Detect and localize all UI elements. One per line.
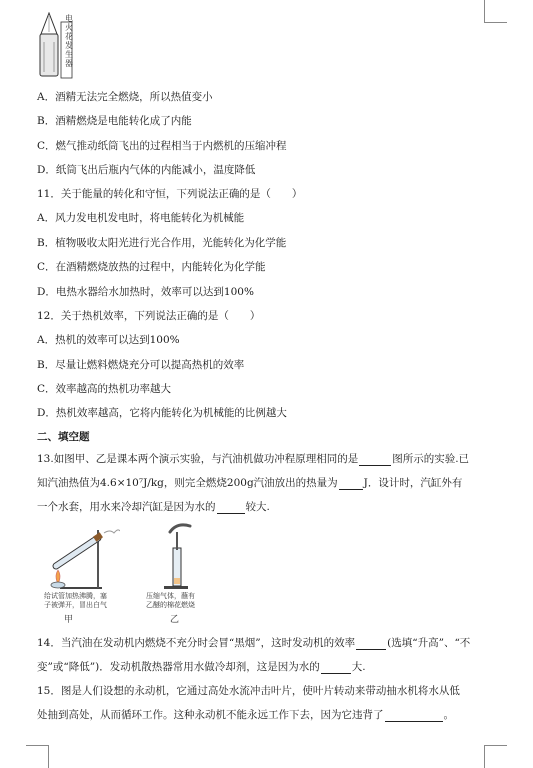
q12-option-a: A．热机的效率可以达到100% [37, 334, 180, 346]
q14-line-1 [37, 636, 470, 650]
q13-text-3: 知汽油热值为4.6×10⁷J/kg，则完全燃烧200g汽油放出的热量为 [37, 477, 338, 489]
figure-yi-caption-line-2: 乙醚的棉花燃烧 [146, 601, 195, 609]
figure-jia [40, 524, 120, 590]
q14-text-4: 大. [351, 661, 366, 673]
q15-text-2: 处抽到高处，从而循环工作。这种永动机不能永远工作下去，因为它违背了 [37, 709, 384, 721]
test-tube-heating-drawing [40, 524, 120, 590]
q14-text-1: 14．当汽油在发动机内燃烧不充分时会冒“黑烟”，这时发动机的效率 [37, 637, 356, 649]
q10-option-c: C．燃气推动纸筒飞出的过程相当于内燃机的压缩冲程 [37, 140, 287, 152]
figure-jia-caption-line-2: 子被弹开，冒出白气 [44, 601, 107, 609]
q11-option-a: A．风力发电机发电时，将电能转化为机械能 [37, 212, 245, 224]
q13-line-3 [37, 500, 270, 514]
q12-option-b: B．尽量让燃料燃烧充分可以提高热机的效率 [37, 359, 245, 371]
spark-generator-label: 电火花发生器 [65, 14, 73, 68]
q11-option-b: B．植物吸收太阳光进行光合作用，光能转化为化学能 [37, 237, 287, 249]
q12-stem: 12．关于热机效率，下列说法正确的是（ ） [37, 310, 261, 322]
q10-option-a: A．酒精无法完全燃烧，所以热值变小 [37, 91, 213, 103]
q14-line-2 [37, 660, 366, 674]
q14-blank-2[interactable] [321, 662, 351, 674]
q14-text-2: (选填“升高”、“不 [387, 637, 471, 649]
q13-blank-1[interactable] [359, 454, 391, 466]
q14-text-3: 变”或“降低”)．发动机散热器常用水做冷却剂，这是因为水的 [37, 661, 320, 673]
figure-yi [152, 520, 202, 590]
q15-text-end: 。 [443, 709, 454, 721]
q13-line-1 [37, 452, 469, 466]
crop-mark-bottom-right [484, 745, 507, 768]
figure-yi-label: 乙 [170, 615, 180, 625]
q13-blank-3[interactable] [217, 502, 245, 514]
q13-text-6: 较大. [245, 501, 270, 513]
figure-yi-caption-line-1: 压缩气体，蘸有 [146, 592, 195, 600]
spark-bottle-drawing [36, 12, 62, 78]
q12-option-c: C．效率越高的热机功率越大 [37, 383, 172, 395]
section-heading-fill-in: 二、填空题 [37, 431, 90, 443]
q14-blank-1[interactable] [356, 638, 386, 650]
q13-text-5: 一个水套，用水来冷却汽缸是因为水的 [37, 501, 216, 513]
q11-option-c: C．在酒精燃烧放热的过程中，内能转化为化学能 [37, 261, 266, 273]
crop-mark-top-right [484, 0, 507, 23]
compression-cylinder-drawing [152, 520, 202, 590]
q12-option-d: D．热机效率越高，它将内能转化为机械能的比例越大 [37, 407, 287, 419]
q13-text-1: 13.如图甲、乙是课本两个演示实验，与汽油机做功冲程原理相同的是 [37, 453, 359, 465]
q15-line-1: 15．图是人们设想的永动机，它通过高处水流冲击叶片，使叶片转动来带动抽水机将水从低 [37, 685, 460, 697]
q13-text-4: J．设计时，汽缸外有 [363, 477, 463, 489]
q15-line-2 [37, 708, 454, 722]
q11-stem: 11．关于能量的转化和守恒，下列说法正确的是（ ） [37, 188, 303, 200]
q13-text-2: 图所示的实验.已 [392, 453, 470, 465]
q13-blank-2[interactable] [339, 478, 363, 490]
q11-option-d: D．电热水器给水加热时，效率可以达到100% [37, 286, 254, 298]
q15-blank-1[interactable] [385, 710, 443, 722]
q10-option-d: D．纸筒飞出后瓶内气体的内能减小，温度降低 [37, 164, 256, 176]
spark-bottle-figure [36, 12, 86, 82]
crop-mark-bottom-left [26, 745, 49, 768]
q13-line-2 [37, 476, 462, 490]
figure-jia-caption-line-1: 给试管加热沸腾，塞 [44, 592, 107, 600]
figure-jia-label: 甲 [64, 615, 74, 625]
q10-option-b: B．酒精燃烧是电能转化成了内能 [37, 115, 192, 127]
